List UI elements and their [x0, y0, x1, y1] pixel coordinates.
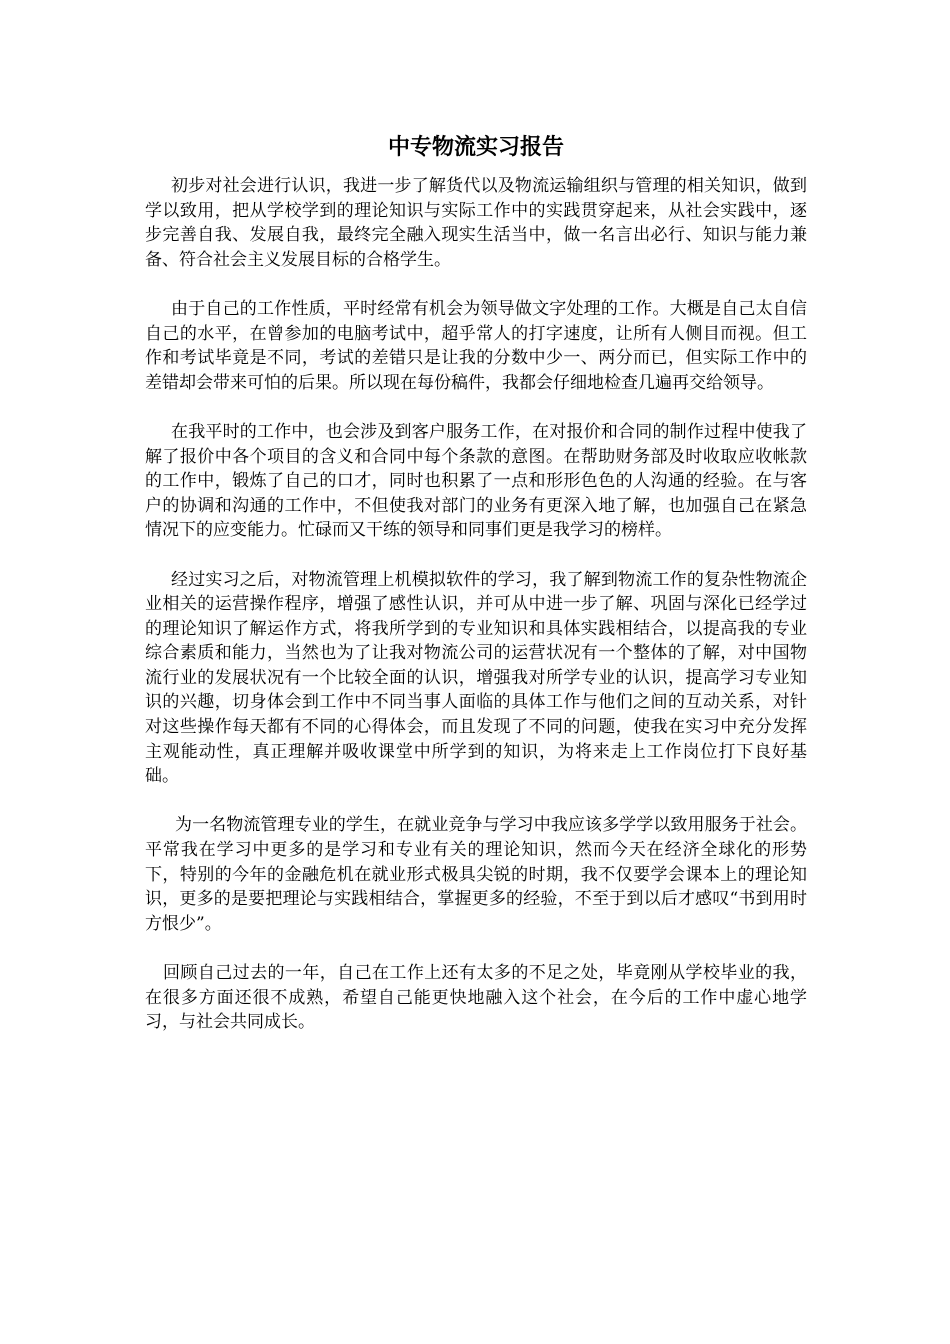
paragraph-2: 由于自己的工作性质，平时经常有机会为领导做文字处理的工作。大概是自己太自信自己的水平，在曾参加的电脑考试中，超乎常人的打字速度，让所有人侧目而视。但工作和考试毕竟是不同，考试的差错只是让我的分数中少一、两分而已，但实际工作中的差错却会带来可怕的后果。所以现在每份稿件，我都会仔细地检查几遍再交给领导。 — [145, 298, 807, 393]
document-title: 中专物流实习报告 — [387, 135, 564, 160]
paragraph-5: 为一名物流管理专业的学生，在就业竞争与学习中我应该多学学以致用服务于社会。平常我在学习中更多的是学习和专业有关的理论知识，然而今天在经济全球化的形势下，特别的今年的金融危机在就业形式极具尖锐的时期，我不仅要学会课本上的理论知识，更多的是要把理论与实践相结合，掌握更多的经验，不至于到以后才感叹“书到用时方恨少”。 — [145, 815, 807, 934]
document-body — [145, 174, 807, 1059]
paragraph-3: 在我平时的工作中，也会涉及到客户服务工作，在对报价和合同的制作过程中使我了解了报价中各个项目的含义和合同中每个条款的意图。在帮助财务部及时收取应收帐款的工作中，锻炼了自己的口才，同时也积累了一点和形形色色的人沟通的经验。在与客户的协调和沟通的工作中，不但使我对部门的业务有更深入地了解，也加强自己在紧急情况下的应变能力。忙碌而又干练的领导和同事们更是我学习的榜样。 — [145, 421, 807, 541]
paragraph-4: 经过实习之后，对物流管理上机模拟软件的学习，我了解到物流工作的复杂性物流企业相关的运营操作程序，增强了感性认识，并可从中进一步了解、巩固与深化已经学过的理论知识了解运作方式，将我所学到的专业知识和具体实践相结合，以提高我的专业综合素质和能力，当然也为了让我对物流公司的运营状况有一个整体的了解，对中国物流行业的发展状况有一个比较全面的认识，增强我对所学专业的认识，提高学习专业知识的兴趣，切身体会到工作中不同当事人面临的具体工作与他们之间的互动关系，对针对这些操作每天都有不同的心得体会，而且发现了不同的问题，使我在实习中充分发挥主观能动性，真正理解并吸收课堂中所学到的知识，为将来走上工作岗位打下良好基础。 — [145, 569, 807, 787]
paragraph-1: 初步对社会进行认识，我进一步了解货代以及物流运输组织与管理的相关知识，做到学以致用，把从学校学到的理论知识与实际工作中的实践贯穿起来，从社会实践中，逐步完善自我、发展自我，最终完全融入现实生活当中，做一名言出必行、知识与能力兼备、符合社会主义发展目标的合格学生。 — [145, 176, 807, 270]
paragraph-6: 回顾自己过去的一年，自己在工作上还有太多的不足之处，毕竟刚从学校毕业的我，在很多方面还很不成熟，希望自己能更快地融入这个社会，在今后的工作中虚心地学习，与社会共同成长。 — [145, 963, 807, 1033]
